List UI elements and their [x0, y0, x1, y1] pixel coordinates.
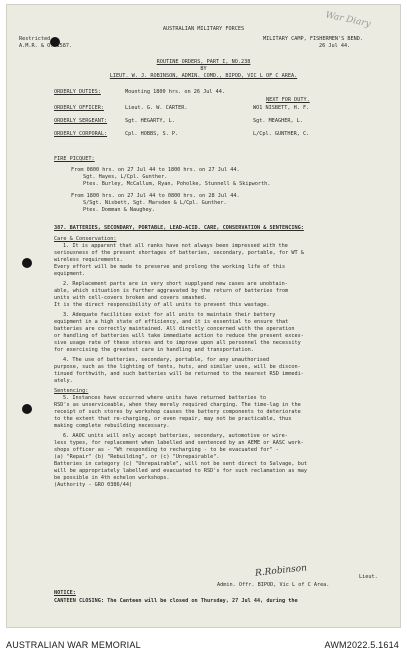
sentencing-line: Batteries in category (c) "Unrepairable", will not be sent direct to Salvage, but: [54, 461, 307, 467]
punch-hole: [22, 258, 32, 268]
sentencing-line: RSD's as unserviceable, when they merely required charging. The time-lag in the: [54, 402, 301, 408]
restricted-label: Restricted.: [19, 36, 54, 42]
sentencing-line: receipt of such stores by workshop causes the battery components to deteriorate: [54, 409, 301, 415]
signatory-title: Admin. Offr. BIPOD, Vic L of C Area.: [217, 582, 330, 588]
orderly-officer-label: ORDERLY OFFICER:: [54, 105, 104, 111]
body-line: 3. Adequate facilities exist for all units to maintain their battery: [63, 312, 276, 318]
handwritten-corner-note: War Diary: [324, 10, 372, 30]
punch-hole: [22, 404, 32, 414]
document-title: ROUTINE ORDERS, PART I, NO.238: [156, 59, 251, 65]
form-reference: A.M.R. & O. 1587.: [19, 43, 73, 49]
orderly-officer-next: WO1 NISBETT, H. F.: [253, 105, 310, 111]
fire-line: Sgt. Hayes, L/Cpl. Gunther.: [83, 174, 168, 180]
orderly-sergeant-name: Sgt. HEGARTY, L.: [125, 118, 175, 124]
care-heading: Care & Conservation:: [54, 236, 117, 242]
body-line: or handling of batteries will take immediate action to reduce the present exces-: [54, 333, 304, 339]
next-for-duty-heading: NEXT FOR DUTY.: [266, 97, 310, 103]
body-line: 1. It is apparent that all ranks have not always been impressed with the: [63, 243, 288, 249]
body-line: ately.: [54, 378, 73, 384]
body-line: purpose, such as the lighting of tents, huts, and similar uses, will be discon-: [54, 364, 301, 370]
sentencing-line: less types, for replacement when labelled and sentenced by an AEME or AASC work-: [54, 440, 304, 446]
sentencing-heading: Sentencing:: [54, 388, 89, 394]
camp-location: MILITARY CAMP, FISHERMEN'S BEND.: [263, 36, 363, 42]
notice-label: NOTICE:: [54, 590, 76, 596]
body-line: seriousness of the present shortages of batteries, secondary, portable, for WT &: [54, 250, 304, 256]
orderly-sergeant-next: Sgt. MEAGHER, L.: [253, 118, 303, 124]
document-header: AUSTRALIAN MILITARY FORCES: [162, 26, 245, 32]
duties-label: ORDERLY DUTIES:: [54, 89, 101, 95]
authority-line: (Authority - GRO 0386/44): [54, 482, 133, 488]
fire-line: S/Sgt. Nisbett, Sgt. Marsden & L/Cpl. Gunther.: [83, 200, 227, 206]
issuing-officer: LIEUT. W. J. ROBINSON, ADMIN. COMD., BIPOD, VIC L OF C AREA.: [109, 73, 298, 79]
body-line: equipment.: [54, 271, 86, 277]
orderly-sergeant-label: ORDERLY SERGEANT:: [54, 118, 108, 124]
fire-picquet-label: FIRE PICQUET:: [54, 156, 95, 162]
body-line: units with cell-covers broken and covers smashed.: [54, 295, 208, 301]
sentencing-line: will be appropriately labelled and evacuated to RSD's for such reclamation as may: [54, 468, 307, 474]
footer-institution: AUSTRALIAN WAR MEMORIAL: [6, 640, 141, 650]
body-line: equipment in a high state of efficiency, and it is essential to ensure that: [54, 319, 289, 325]
duties-text: Mounting 1800 hrs. on 26 Jul 44.: [125, 89, 225, 95]
body-line: tinued forthwith, and such batteries will be returned to the nearest RSD immedi-: [54, 371, 304, 377]
sentencing-line: making complete rebuilding necessary.: [54, 423, 170, 429]
fire-line: From 1800 hrs. on 27 Jul 44 to 0800 hrs. on 28 Jul 44.: [71, 193, 240, 199]
title-by: BY: [200, 66, 207, 72]
section-heading: 387. BATTERIES, SECONDARY, PORTABLE, LEAD-ACID. CARE, CONSERVATION & SENTENCING:: [54, 225, 304, 231]
fire-line: From 0800 hrs. on 27 Jul 44 to 1800 hrs. on 27 Jul 44.: [71, 167, 240, 173]
sentencing-line: shops officer as - "Wt responding to recharging - to be evacuated for" -: [54, 447, 279, 453]
officer-signature: R.Robinson: [254, 563, 308, 579]
sentencing-line: 5. Instances have occurred where units have returned batteries to: [63, 395, 267, 401]
orderly-corporal-label: ORDERLY CORPORAL:: [54, 131, 108, 137]
body-line: It is the direct responsibility of all units to prevent this wastage.: [54, 302, 270, 308]
fire-line: Ptes. Domman & Naughey.: [83, 207, 155, 213]
orderly-corporal-next: L/Cpl. GUNTHER, C.: [253, 131, 310, 137]
footer-accession-number: AWM2022.5.1614: [324, 640, 399, 650]
sentencing-line: (a) "Repair" (b) "Rebuilding", or (c) "Unrepairable".: [54, 454, 220, 460]
body-line: batteries are correctly maintained. All directly concerned with the operation: [54, 326, 295, 332]
body-line: Every effort will be made to preserve and prolong the working life of this: [54, 264, 286, 270]
signatory-rank: Lieut.: [359, 574, 378, 580]
body-line: wireless requirements.: [54, 257, 123, 263]
document-date: 26 Jul 44.: [319, 43, 351, 49]
sentencing-line: 6. AAOC units will only accept batteries, secondary, automotive or wire-: [63, 433, 288, 439]
notice-text: CANTEEN CLOSING: The Canteen will be closed on Thursday, 27 Jul 44, during the: [54, 598, 298, 604]
orderly-officer-name: Lieut. G. W. CARTER.: [125, 105, 188, 111]
body-line: able, which situation is further aggravated by the return of batteries from: [54, 288, 289, 294]
fire-line: Ptes. Burley, McCallum, Ryan, Poholke, Stunnell & Skipworth.: [83, 181, 271, 187]
document-page: [6, 4, 401, 628]
orderly-corporal-name: Cpl. HOBBS, S. P.: [125, 131, 179, 137]
body-line: 2. Replacement parts are in very short supplyand new cases are unobtain-: [63, 281, 288, 287]
body-line: for exercising the greatest care in handling and transportation.: [54, 347, 254, 353]
body-line: sive usage rate of these stores and to improve upon all personnel the necessity: [54, 340, 301, 346]
body-line: 4. The use of batteries, secondary, portable, for any unauthorised: [63, 357, 270, 363]
sentencing-line: be possible in 4th echelon workshops.: [54, 475, 170, 481]
sentencing-line: to the extent that re-charging, or even repair, may not be practicable, thus: [54, 416, 292, 422]
